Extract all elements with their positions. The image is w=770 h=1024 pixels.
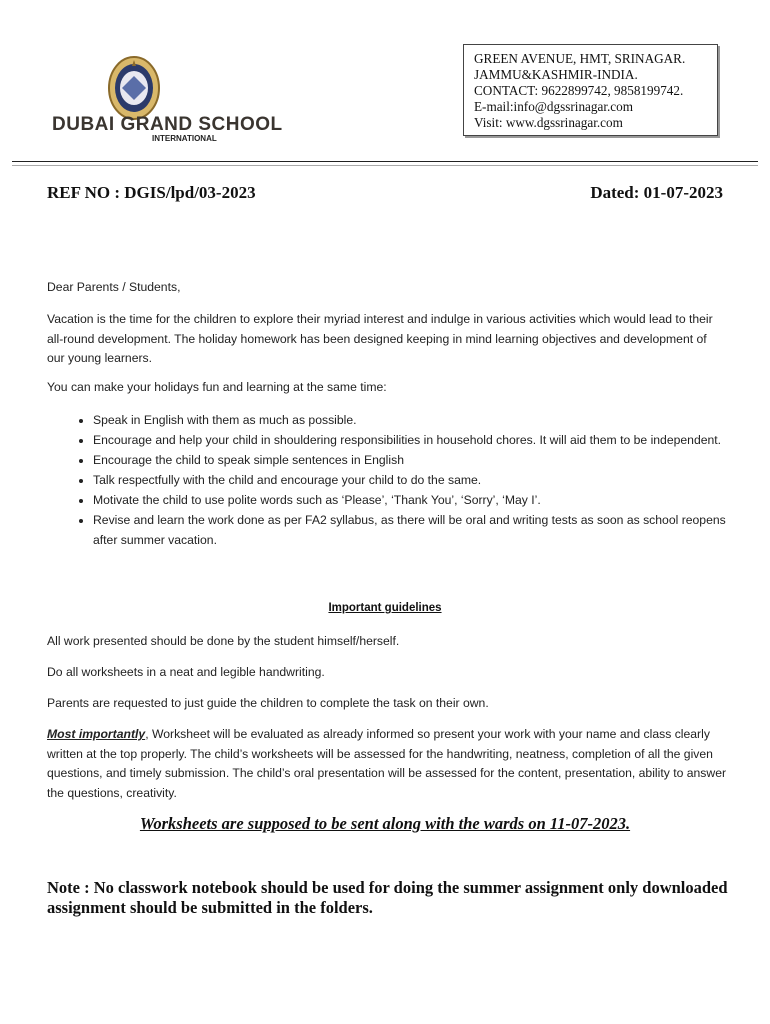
- guidelines-heading: Important guidelines: [328, 602, 442, 614]
- website-line: Visit: www.dgssrinagar.com: [474, 115, 623, 130]
- list-item: • Speak in English with them as much as possible.: [93, 410, 727, 430]
- salutation: Dear Parents / Students,: [47, 280, 181, 294]
- guideline-item: All work presented should be done by the student himself/herself.: [47, 634, 400, 648]
- address-box: [463, 44, 718, 136]
- emphasis-text: , Worksheet will be evaluated as already informed so present your work with your name and class clearly written at the top properly. The child’s worksheets will be assessed for the handwriting, neatness, completion of all the given questions, and timely submission. The child’s oral presentation will be assessed for the content, presentation, ability to answer the questions, creativity.: [47, 727, 727, 800]
- guideline-item: Do all worksheets in a neat and legible handwriting.: [47, 665, 325, 679]
- emphasis-label: Most importantly: [47, 727, 146, 741]
- guideline-item: Parents are requested to just guide the children to complete the task on their own.: [47, 696, 489, 710]
- email-line: E-mail:info@dgssrinagar.com: [474, 99, 634, 114]
- list-item: • Motivate the child to use polite words such as ‘Please’, ‘Thank You’, ‘Sorry’, ‘May I’.: [93, 490, 727, 510]
- intro-paragraph: Vacation is the time for the children to explore their myriad interest and indulge in various activities which would lead to their all-round development. The holiday homework has been designed keeping in mind learning objectives and development of our young learners.: [47, 312, 713, 365]
- tips-list: [47, 410, 727, 550]
- list-item: • Revise and learn the work done as per FA2 syllabus, as there will be oral and writing tests as soon as school reopens after summer vacation.: [93, 510, 727, 550]
- header-divider: [12, 161, 758, 162]
- contact-line: CONTACT: 9622899742, 9858199742.: [474, 83, 684, 98]
- emphasis-paragraph: [47, 725, 727, 803]
- lead-paragraph: You can make your holidays fun and learning at the same time:: [47, 380, 387, 394]
- date-label: Dated: 01-07-2023: [590, 183, 723, 202]
- list-item: • Talk respectfully with the child and encourage your child to do the same.: [93, 470, 727, 490]
- submission-notice: Worksheets are supposed to be sent along with the wards on 11-07-2023.: [139, 814, 631, 833]
- logo-name: DUBAI GRAND SCHOOL: [52, 114, 283, 135]
- list-item: • Encourage and help your child in shouldering responsibilities in household chores. It will aid them to be independent.: [93, 430, 727, 450]
- note-paragraph: Note : No classwork notebook should be used for doing the summer assignment only downloaded assignment should be submitted in the folders.: [47, 878, 728, 917]
- logo-subtitle: INTERNATIONAL: [152, 134, 217, 143]
- address-line: JAMMU&KASHMIR-INDIA.: [474, 67, 638, 82]
- address-line: GREEN AVENUE, HMT, SRINAGAR.: [474, 51, 686, 66]
- header-divider-shadow: [12, 165, 758, 166]
- reference-number: REF NO : DGIS/lpd/03-2023: [47, 183, 256, 202]
- list-item: • Encourage the child to speak simple sentences in English: [93, 450, 727, 470]
